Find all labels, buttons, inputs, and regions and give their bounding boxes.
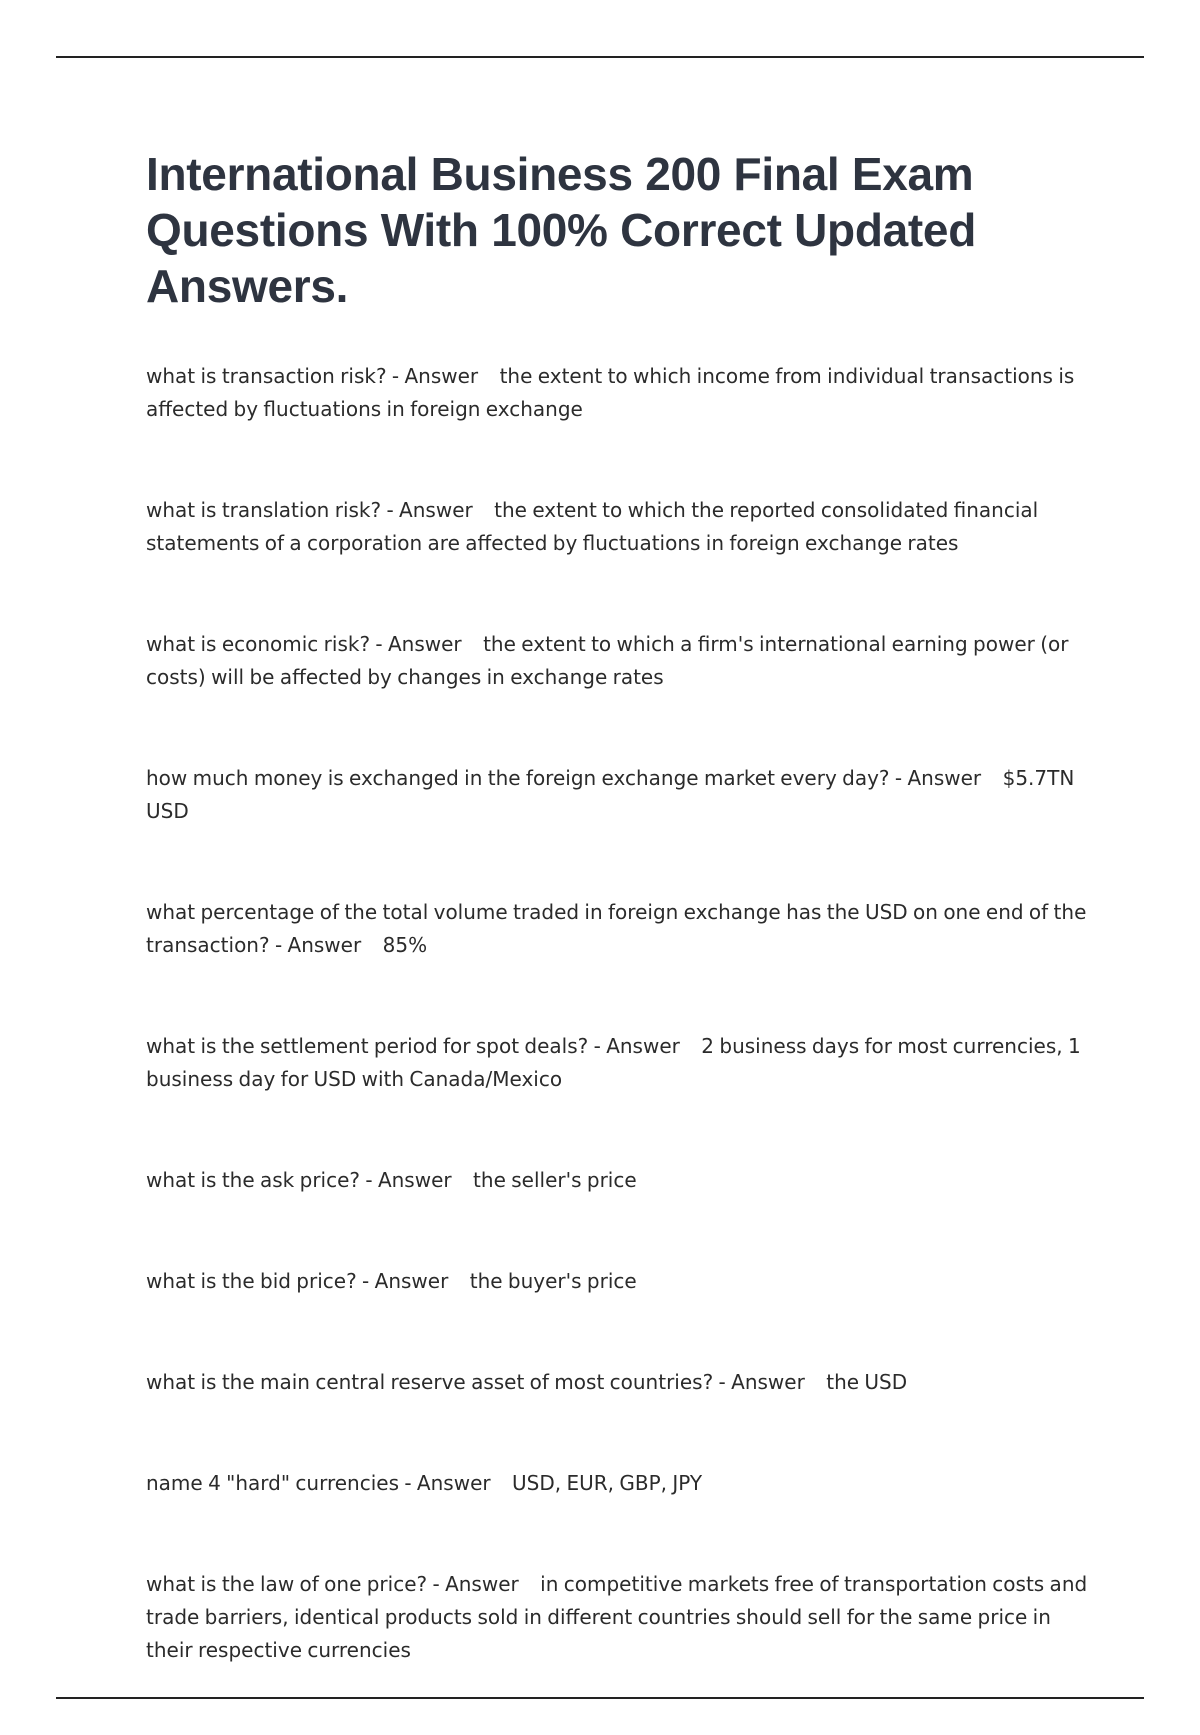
header-rule (56, 56, 1144, 58)
question-text: what is the ask price? (146, 1168, 361, 1192)
question-text: what is the main central reserve asset of most countries? (146, 1370, 714, 1394)
question-text: what is transaction risk? (146, 364, 387, 388)
answer-text: the extent to which income from individual transactions is affected by fluctuations in foreign exchange (146, 364, 1075, 421)
answer-text: 85% (382, 933, 428, 957)
answer-separator: - Answer (713, 1370, 811, 1394)
answer-separator: - Answer (269, 933, 367, 957)
qa-item (146, 762, 1092, 828)
answer-separator: - Answer (399, 1471, 496, 1495)
answer-text: the seller's price (473, 1168, 637, 1192)
answer-separator: - Answer (370, 632, 468, 656)
document-body (146, 146, 1092, 1735)
qa-item (146, 896, 1092, 962)
qa-item (146, 1164, 1092, 1197)
answer-separator: - Answer (356, 1269, 454, 1293)
question-text: what is economic risk? (146, 632, 371, 656)
qa-item (146, 1030, 1092, 1096)
answer-separator: - Answer (427, 1572, 525, 1596)
answer-text: the USD (826, 1370, 908, 1394)
answer-text: USD, EUR, GBP, JPY (512, 1471, 703, 1495)
question-text: what is the bid price? (146, 1269, 357, 1293)
question-text: name 4 "hard" currencies (146, 1471, 399, 1495)
qa-list (146, 360, 1092, 1667)
answer-text: $5.7TN USD (146, 766, 1075, 823)
question-text: what is the settlement period for spot deals? (146, 1034, 589, 1058)
answer-separator: - Answer (386, 364, 484, 388)
answer-text: the extent to which the reported consolidated financial statements of a corporation are affected by fluctuations in foreign exchange rates (146, 498, 1039, 555)
question-text: what is translation risk? (146, 498, 382, 522)
qa-item (146, 1568, 1092, 1667)
answer-text: the buyer's price (469, 1269, 637, 1293)
answer-separator: - Answer (381, 498, 479, 522)
qa-item (146, 494, 1092, 560)
qa-item (146, 360, 1092, 426)
qa-item (146, 628, 1092, 694)
question-text: what is the law of one price? (146, 1572, 428, 1596)
qa-item (146, 1467, 1092, 1500)
answer-text: the extent to which a firm's international earning power (or costs) will be affected by changes in exchange rates (146, 632, 1069, 689)
answer-separator: - Answer (889, 766, 987, 790)
qa-item (146, 1265, 1092, 1298)
question-text: what percentage of the total volume traded in foreign exchange has the USD on one end of the transaction? (146, 900, 1087, 957)
answer-separator: - Answer (360, 1168, 457, 1192)
footer-rule (56, 1697, 1144, 1699)
page-title: International Business 200 Final Exam Questions With 100% Correct Updated Answers. (146, 148, 977, 312)
answer-text: in competitive markets free of transportation costs and trade barriers, identical products sold in different countries should sell for the same price in their respective currencies (146, 1572, 1088, 1662)
question-text: how much money is exchanged in the foreign exchange market every day? (146, 766, 890, 790)
answer-separator: - Answer (588, 1034, 686, 1058)
qa-item (146, 1366, 1092, 1399)
answer-text: 2 business days for most currencies, 1 business day for USD with Canada/Mexico (146, 1034, 1081, 1091)
